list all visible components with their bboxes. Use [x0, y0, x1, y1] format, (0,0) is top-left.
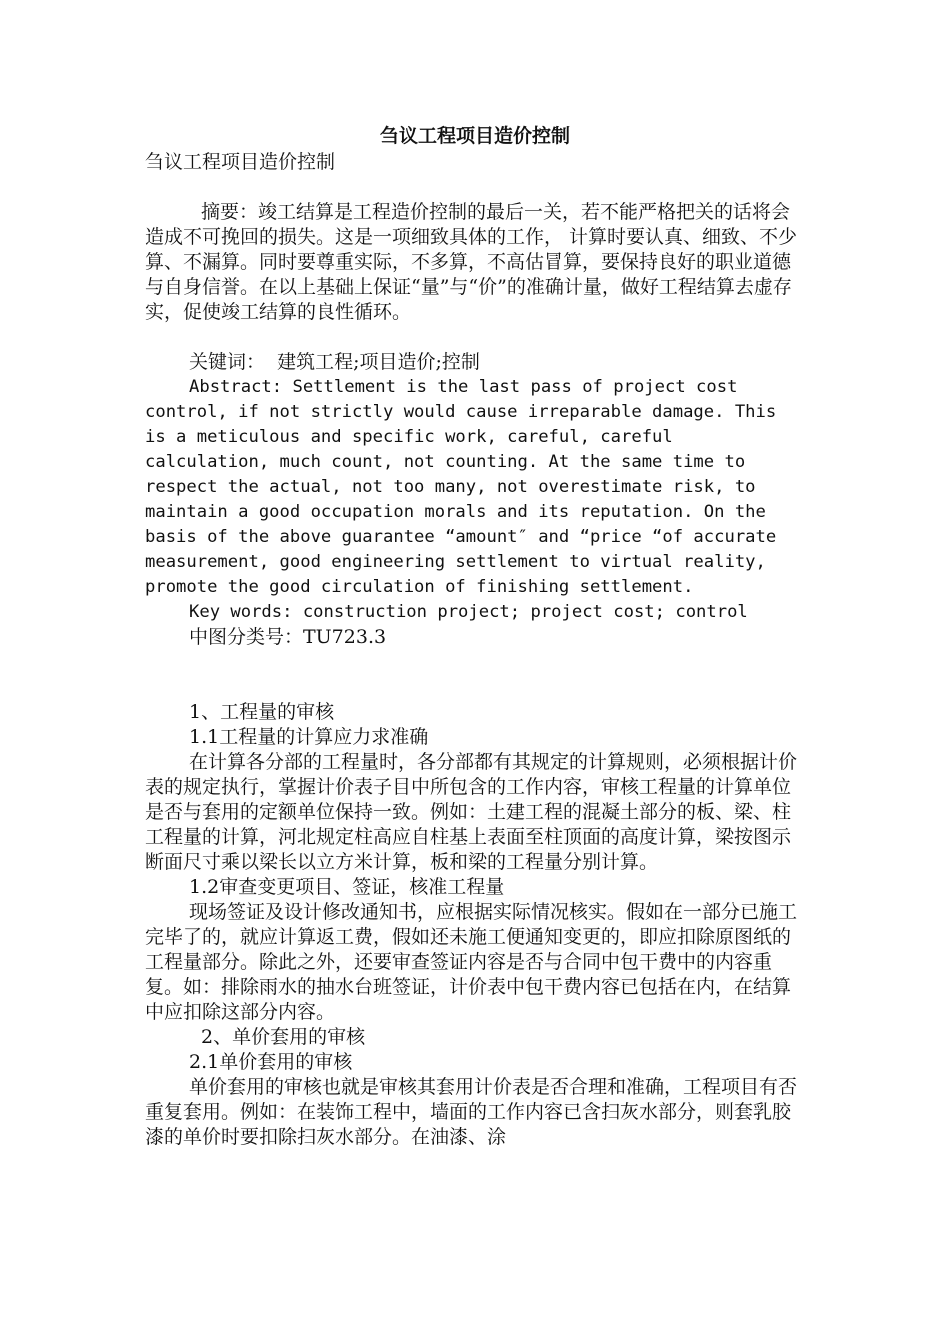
spacer	[145, 175, 805, 200]
document-subtitle: 刍议工程项目造价控制	[145, 151, 336, 173]
classification: 中图分类号：TU723.3	[189, 626, 387, 648]
section-1-1-heading: 1.1工程量的计算应力求准确	[189, 726, 429, 748]
section-1-heading: 1、工程量的审核	[189, 701, 335, 723]
section-1-2-heading: 1.2审查变更项目、签证，核准工程量	[189, 876, 505, 898]
section-2-1-body: 单价套用的审核也就是审核其套用计价表是否合理和准确，工程项目有否重复套用。例如：在装饰工程中，墙面的工作内容已含扫灰水部分，则套乳胶漆的单价时要扣除扫灰水部分。在油漆、涂	[145, 1076, 798, 1148]
document-title: 刍议工程项目造价控制	[379, 125, 570, 147]
abstract-cn: 摘要：竣工结算是工程造价控制的最后一关，若不能严格把关的话将会造成不可挽回的损失。这是一项细致具体的工作， 计算时要认真、细致、不少算、不漏算。同时要尊重实际，不多算，不高估冒算，要保持良好的职业道德与自身信誉。在以上基础上保证“量”与“价”的准确计量，做好工程结算去虚存实，促使竣工结算的良性循环。	[145, 201, 798, 323]
abstract-en: Abstract: Settlement is the last pass of project cost control, if not strictly would cause irreparable damage. This is a meticulous and specific work, careful, careful calculation, much count, not counting. At the same time to respect the actual, not too many, not overestimate risk, to maintain a good occupation morals and its reputation. On the basis of the above guarantee “amount″ and “price “of accurate measurement, good engineering settlement to virtual reality, promote the good circulation of finishing settlement.	[145, 377, 787, 597]
section-1-2-body: 现场签证及设计修改通知书，应根据实际情况核实。假如在一部分已施工完毕了的，就应计算返工费，假如还未施工便通知变更的，即应扣除原图纸的工程量部分。除此之外，还要审查签证内容是否与合同中包干费中的内容重复。如：排除雨水的抽水台班签证，计价表中包干费内容已包括在内，在结算中应扣除这部分内容。	[145, 901, 798, 1023]
section-2-heading: 2、单价套用的审核	[201, 1026, 366, 1048]
keywords-en: Key words: construction project; project cost; control	[189, 602, 748, 622]
section-2-1-heading: 2.1单价套用的审核	[189, 1051, 353, 1073]
spacer	[145, 650, 805, 700]
document-body	[145, 150, 805, 1150]
keywords-cn: 关键词： 建筑工程;项目造价;控制	[189, 351, 480, 373]
section-1-1-body: 在计算各分部的工程量时，各分部都有其规定的计算规则，必须根据计价表的规定执行，掌握计价表子目中所包含的工作内容，审核工程量的计算单位是否与套用的定额单位保持一致。例如：土建工程的混凝土部分的板、梁、柱工程量的计算，河北规定柱高应自柱基上表面至柱顶面的高度计算，梁按图示断面尺寸乘以梁长以立方米计算，板和梁的工程量分别计算。	[145, 751, 798, 873]
spacer	[145, 325, 805, 350]
